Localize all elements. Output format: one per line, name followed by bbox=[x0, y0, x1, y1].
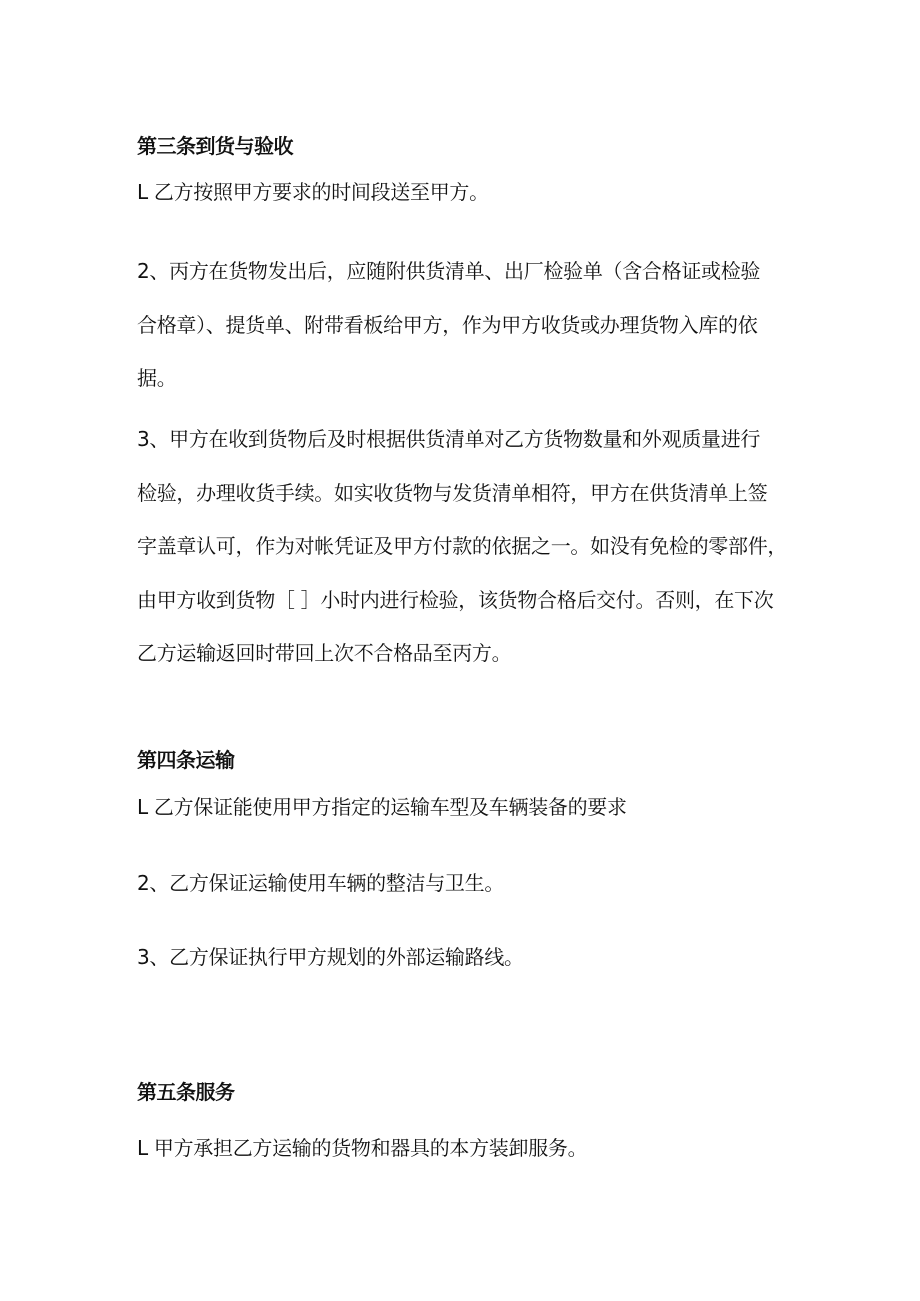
text-line: L 乙方保证能使用甲方指定的运输车型及车辆装备的要求 bbox=[137, 795, 627, 819]
text-line: 字盖章认可，作为对帐凭证及甲方付款的依据之一。如没有免检的零部件， bbox=[137, 534, 788, 558]
text-line: 2、乙方保证运输使用车辆的整洁与卫生。 bbox=[137, 871, 505, 895]
text-line: 乙方运输返回时带回上次不合格品至丙方。 bbox=[137, 641, 512, 665]
section-heading-3: 第三条到货与验收 bbox=[137, 134, 293, 158]
text-line: L 甲方承担乙方运输的货物和器具的本方装卸服务。 bbox=[137, 1136, 588, 1160]
paragraph-4-2 bbox=[137, 857, 817, 911]
text-line: 3、乙方保证执行甲方规划的外部运输路线。 bbox=[137, 945, 524, 969]
paragraph-3-2 bbox=[137, 245, 817, 406]
text-line: 检验，办理收货手续。如实收货物与发货清单相符，甲方在供货清单上签 bbox=[137, 480, 768, 505]
paragraph-3-3 bbox=[137, 413, 817, 681]
paragraph-4-1 bbox=[137, 781, 817, 835]
text-line: L 乙方按照甲方要求的时间段送至甲方。 bbox=[137, 180, 489, 204]
section-heading-4: 第四条运输 bbox=[137, 748, 235, 772]
paragraph-4-3 bbox=[137, 931, 817, 985]
paragraph-5-1 bbox=[137, 1122, 817, 1176]
text-line: 合格章）、提货单、附带看板给甲方，作为甲方收货或办理货物入库的依 bbox=[137, 312, 758, 337]
text-line: 据。 bbox=[137, 366, 177, 390]
section-heading-5: 第五条服务 bbox=[137, 1080, 235, 1104]
paragraph-3-1 bbox=[137, 166, 817, 220]
text-line: 2、丙方在货物发出后，应随附供货清单、出厂检验单（含合格证或检验 bbox=[137, 259, 761, 283]
text-line: 由甲方收到货物［ ］小时内进行检验，该货物合格后交付。否则，在下次 bbox=[137, 587, 774, 612]
text-line: 3、甲方在收到货物后及时根据供货清单对乙方货物数量和外观质量进行 bbox=[137, 427, 761, 451]
